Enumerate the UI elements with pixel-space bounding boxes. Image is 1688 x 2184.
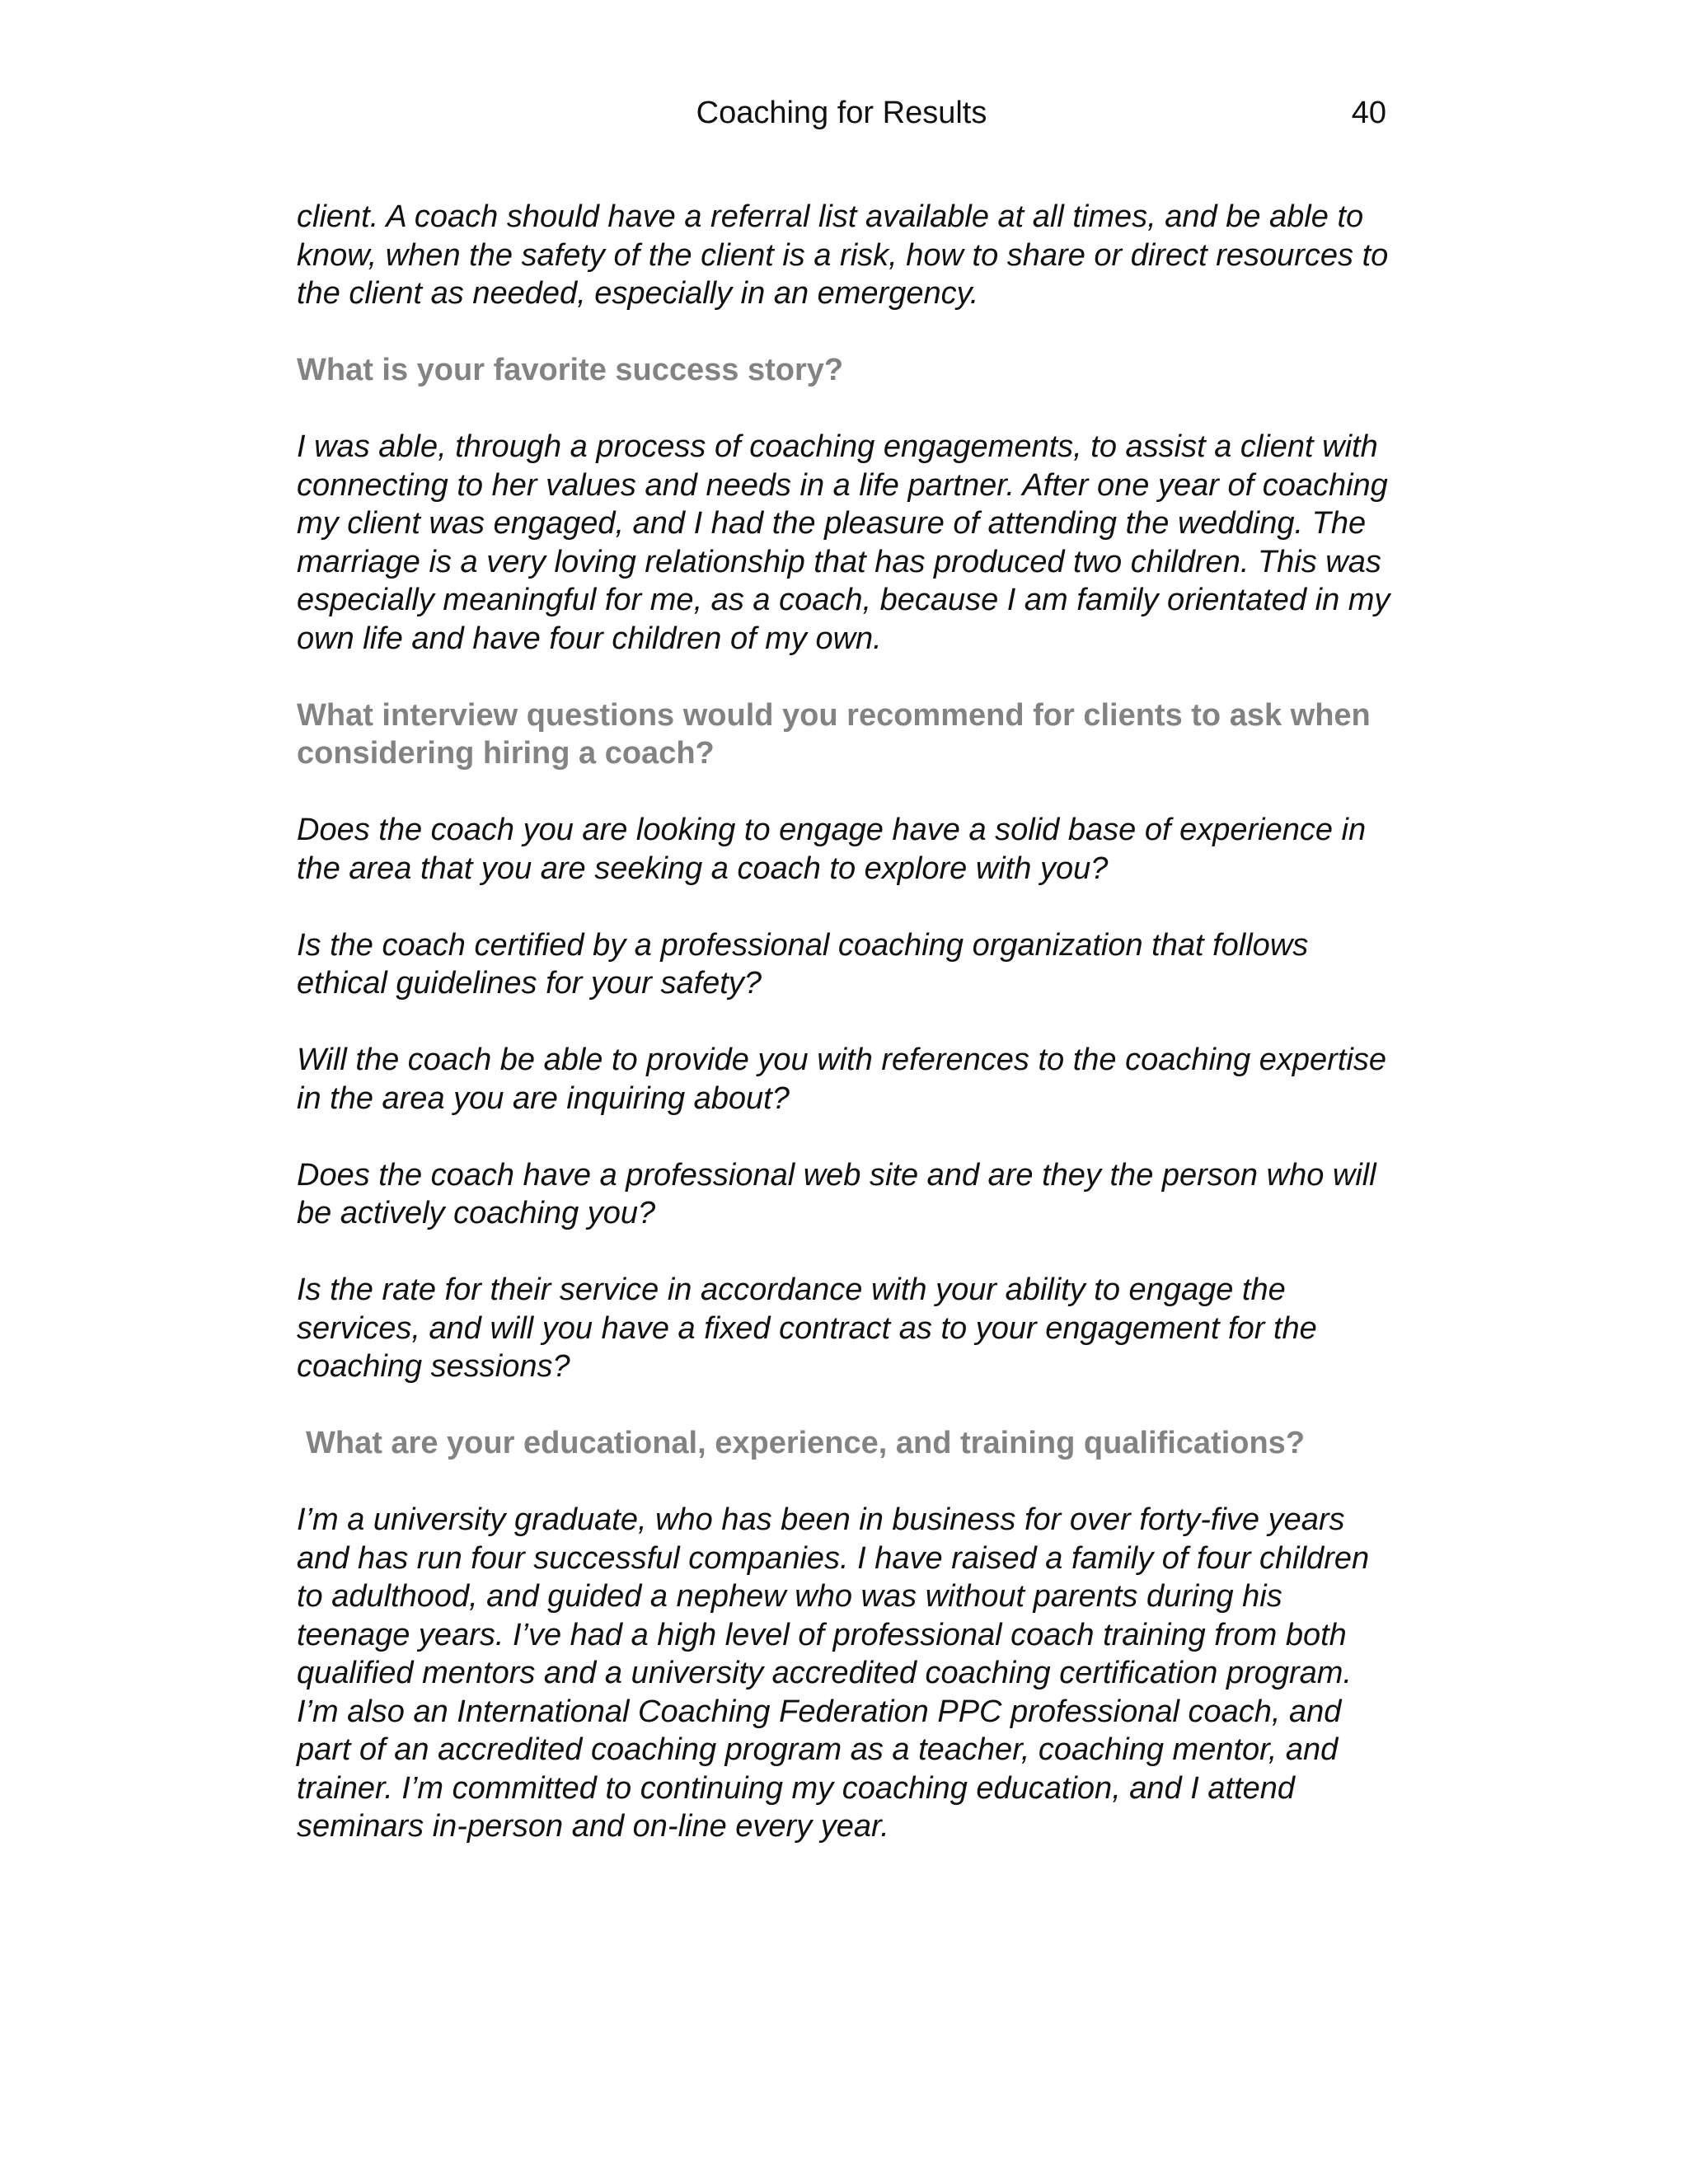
answer-interview-question-1: Does the coach you are looking to engage have a solid base of experience in the area that you are seeking a coach to explore with you?	[297, 813, 1367, 886]
answer-interview-question-4: Does the coach have a professional web site and are they the person who will be actively coaching you?	[297, 1157, 1376, 1230]
answer-qualifications: I’m a university graduate, who has been in business for over forty-five years and has run four successful companies. I have raised a family of four children to adulthood, and guided a nephew who was without parents during his teenage years. I’ve had a high level of professional coach training from both qualified mentors and a university accredited coaching certification program. I’m also an International Coaching Federation PPC professional coach, and part of an accredited coaching program as a teacher, coaching mentor, and trainer. I’m committed to continuing my coaching education, and I attend seminars in-person and on-line every year.	[297, 1502, 1370, 1844]
running-title: Coaching for Results	[696, 96, 987, 130]
question-heading-qualifications: What are your educational, experience, and training qualifications?	[306, 1426, 1306, 1460]
question-heading-success-story: What is your favorite success story?	[297, 353, 844, 387]
page-number: 40	[1351, 96, 1386, 130]
answer-success-story: I was able, through a process of coaching engagements, to assist a client with connecting to her values and needs in a life partner. After one year of coaching my client was engaged, and I had the pleasure of attending the wedding. The marriage is a very loving relationship that has produced two children. This was especially meaningful for me, as a coach, because I am family orientated in my own life and have four children of my own.	[297, 429, 1390, 656]
answer-interview-question-5: Is the rate for their service in accordance with your ability to engage the services, and will you have a fixed contract as to your engagement for the coaching sessions?	[297, 1272, 1317, 1384]
answer-interview-question-3: Will the coach be able to provide you with references to the coaching expertise in the area you are inquiring about?	[297, 1043, 1386, 1116]
question-heading-interview-questions: What interview questions would you recommend for clients to ask when considering hiring a coach?	[297, 697, 1371, 771]
body-text	[297, 198, 1393, 1884]
answer-interview-question-2: Is the coach certified by a professional coaching organization that follows ethical guidelines for your safety?	[297, 927, 1309, 1001]
continued-paragraph: client. A coach should have a referral list available at all times, and be able to know, when the safety of the client is a risk, how to share or direct resources to the client as needed, especially in an emergency.	[297, 199, 1389, 311]
running-header	[297, 96, 1386, 142]
